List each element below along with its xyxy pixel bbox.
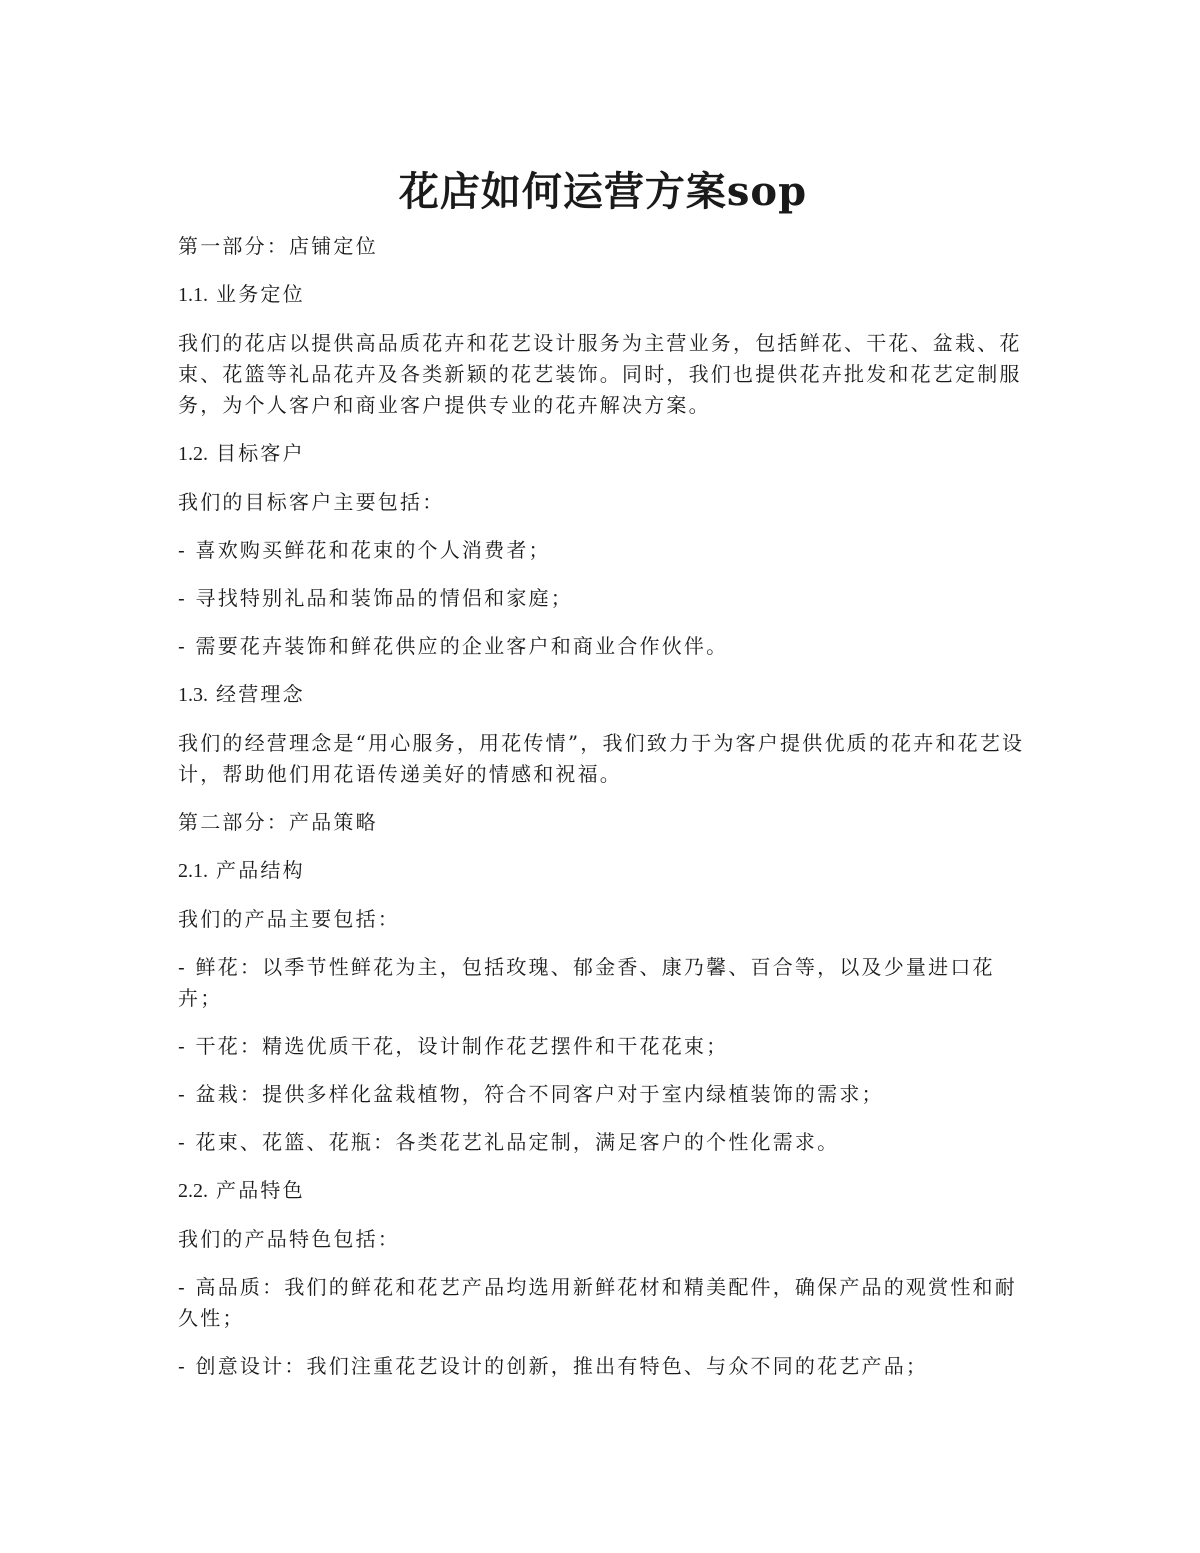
list-item: - 鲜花：以季节性鲜花为主，包括玫瑰、郁金香、康乃馨、百合等，以及少量进口花卉； [178,955,995,1010]
heading-number: 2.2. [178,1180,208,1202]
paragraph: 我们的产品主要包括： [178,907,400,931]
paragraph: 我们的花店以提供高品质花卉和花艺设计服务为主营业务，包括鲜花、干花、盆栽、花束、花篮等礼品花卉及各类新颖的花艺装饰。同时，我们也提供花卉批发和花艺定制服务，为个人客户和商业客户提供专业的花卉解决方案。 [178,331,1022,417]
heading-text: 产品结构 [216,858,305,882]
paragraph: 我们的经营理念是“用心服务，用花传情”，我们致力于为客户提供优质的花卉和花艺设计，帮助他们用花语传递美好的情感和祝福。 [178,731,1025,786]
subsection-heading [178,855,1028,887]
document-title: 花店如何运营方案sop [398,168,808,215]
list-item: - 高品质：我们的鲜花和花艺产品均选用新鲜花材和精美配件，确保产品的观赏性和耐久性； [178,1275,1017,1330]
heading-text: 目标客户 [216,441,305,465]
heading-text: 业务定位 [216,282,305,306]
heading-number: 1.3. [178,684,208,706]
heading-text: 经营理念 [216,682,305,706]
heading-number: 2.1. [178,860,208,882]
paragraph: 我们的产品特色包括： [178,1227,400,1251]
list-item: - 喜欢购买鲜花和花束的个人消费者； [178,538,551,562]
list-item: - 寻找特别礼品和装饰品的情侣和家庭； [178,586,573,610]
list-item: - 花束、花篮、花瓶：各类花艺礼品定制，满足客户的个性化需求。 [178,1130,840,1154]
subsection-heading [178,1175,1028,1207]
subsection-heading [178,438,1028,470]
list-item: - 干花：精选优质干花，设计制作花艺摆件和干花花束； [178,1034,729,1058]
heading-text: 产品特色 [216,1178,305,1202]
section-heading: 第二部分：产品策略 [178,810,378,834]
document-page [178,150,1028,1399]
list-item: - 创意设计：我们注重花艺设计的创新，推出有特色、与众不同的花艺产品； [178,1354,929,1378]
list-item: - 需要花卉装饰和鲜花供应的企业客户和商业合作伙伴。 [178,634,729,658]
section-heading: 第一部分：店铺定位 [178,234,378,258]
list-item: - 盆栽：提供多样化盆栽植物，符合不同客户对于室内绿植装饰的需求； [178,1082,884,1106]
subsection-heading [178,279,1028,311]
paragraph: 我们的目标客户主要包括： [178,490,445,514]
heading-number: 1.1. [178,284,208,306]
subsection-heading [178,679,1028,711]
heading-number: 1.2. [178,443,208,465]
